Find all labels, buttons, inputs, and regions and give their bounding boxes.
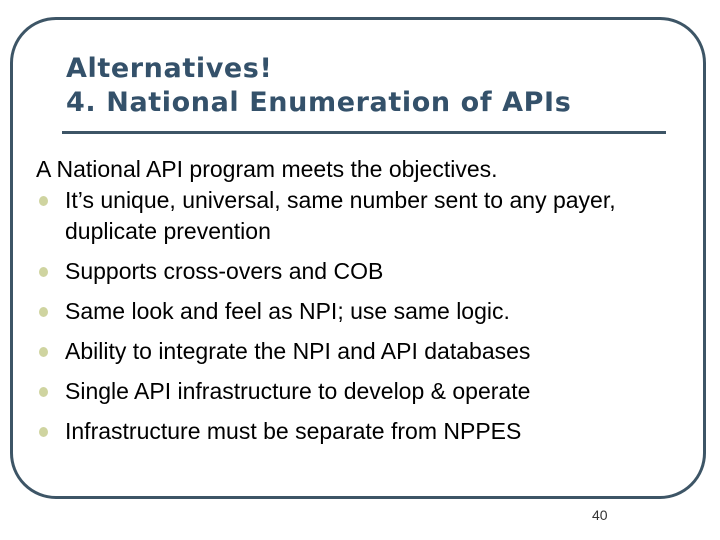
bullet-dot-icon xyxy=(39,427,48,437)
bullet-dot-icon xyxy=(39,307,48,317)
page-number: 40 xyxy=(592,507,608,523)
bullet-item xyxy=(36,296,676,327)
bullet-item xyxy=(36,416,676,447)
bullet-list xyxy=(36,185,676,447)
bullet-dot-icon xyxy=(39,267,48,277)
bullet-text: Ability to integrate the NPI and API databases xyxy=(65,338,531,364)
title-line-2: 4. National Enumeration of APIs xyxy=(66,87,572,118)
bullet-text: Infrastructure must be separate from NPPES xyxy=(65,418,522,444)
bullet-text: It’s unique, universal, same number sent to any payer, duplicate prevention xyxy=(65,187,616,244)
bullet-item xyxy=(36,185,676,247)
slide-body xyxy=(36,153,676,447)
bullet-dot-icon xyxy=(39,196,48,206)
bullet-item xyxy=(36,256,676,287)
bullet-item xyxy=(36,336,676,367)
bullet-item xyxy=(36,376,676,407)
title-line-1: Alternatives! xyxy=(66,53,273,84)
bullet-text: Supports cross-overs and COB xyxy=(65,258,384,284)
bullet-text: Same look and feel as NPI; use same logic. xyxy=(65,298,510,324)
bullet-text: Single API infrastructure to develop & operate xyxy=(65,378,531,404)
bullet-dot-icon xyxy=(39,347,48,357)
intro-text: A National API program meets the objectives. xyxy=(36,156,498,182)
slide-title xyxy=(66,52,666,120)
title-divider xyxy=(62,131,666,134)
bullet-dot-icon xyxy=(39,387,48,397)
